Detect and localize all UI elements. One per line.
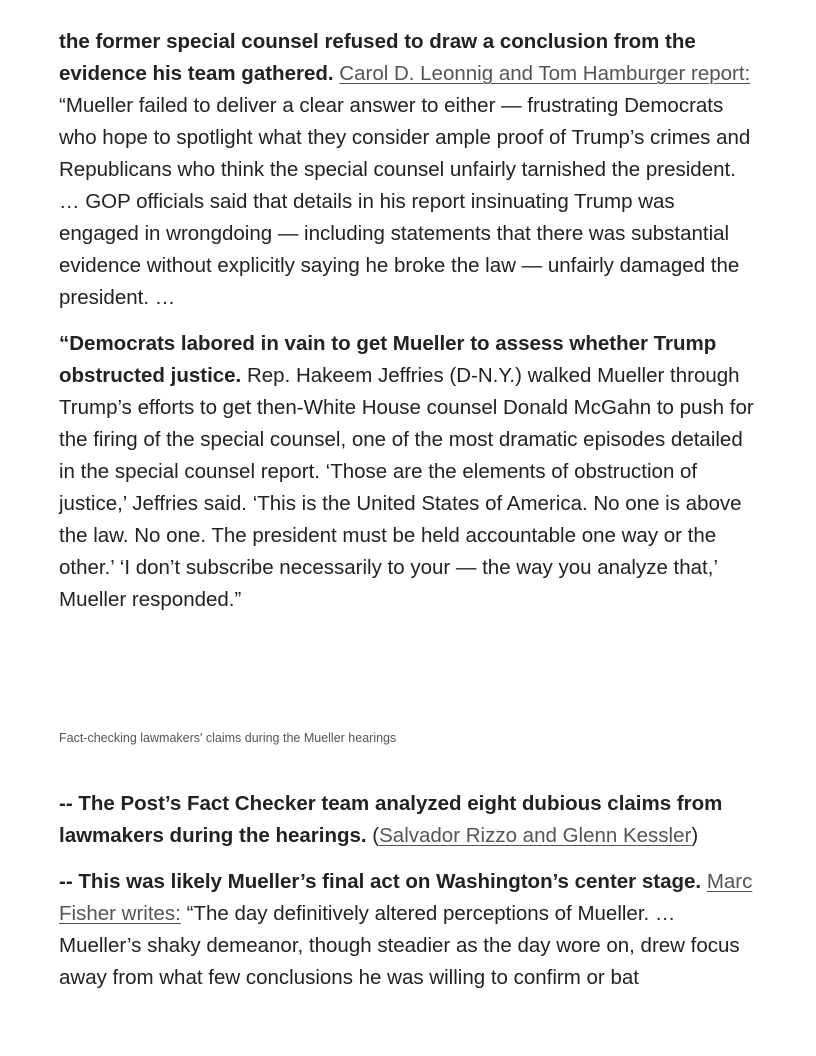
paragraph-fisher: [59, 866, 759, 994]
paragraph-lead-bold: “Democrats labored in vain to get Mueller to assess whether Trump obstructed justice.: [59, 332, 717, 387]
open-paren: (: [372, 824, 380, 847]
close-paren: ): [691, 824, 699, 847]
paragraph-lead-bold: -- The Post’s Fact Checker team analyzed eight dubious claims from lawmakers during the hearings.: [59, 792, 723, 847]
leonnig-hamburger-report-link[interactable]: Carol D. Leonnig and Tom Hamburger report:: [339, 62, 751, 85]
video-caption: Fact-checking lawmakers' claims during the Mueller hearings: [59, 731, 397, 745]
paragraph-text: “Mueller failed to deliver a clear answer to either — frustrating Democrats who hope to spotlight what they consider ample proof of Trump’s crimes and Republicans who think the special counsel unfairly tarnished the president. … GOP officials said that details in his report insinuating Trump was engaged in wrongdoing — including statements that there was substantial evidence without explicitly saying he broke the law — unfairly damaged the president. …: [59, 94, 751, 309]
article-body-continued: [59, 788, 759, 994]
paragraph-lead-bold: the former special counsel refused to draw a conclusion from the evidence his team gathered.: [59, 30, 696, 85]
rizzo-kessler-link[interactable]: Salvador Rizzo and Glenn Kessler: [379, 824, 692, 847]
article-body: [59, 26, 759, 616]
paragraph-lead-bold: -- This was likely Mueller’s final act on Washington’s center stage.: [59, 870, 702, 893]
paragraph-leonnig-hamburger: [59, 26, 759, 314]
marc-fisher-link[interactable]: Marc Fisher writes:: [59, 870, 753, 925]
paragraph-text: “The day definitively altered perceptions of Mueller. … Mueller’s shaky demeanor, though steadier as the day wore on, drew focus away from what few conclusions he was willing to confirm or bat: [59, 902, 740, 989]
paragraph-fact-checker: [59, 788, 759, 852]
paragraph-text: Rep. Hakeem Jeffries (D-N.Y.) walked Mueller through Trump’s efforts to get then-White House counsel Donald McGahn to push for the firing of the special counsel, one of the most dramatic episodes detailed in the special counsel report. ‘Those are the elements of obstruction of justice,’ Jeffries said. ‘This is the United States of America. No one is above the law. No one. The president must be held accountable one way or the other.’ ‘I don’t subscribe necessarily to your — the way you analyze that,’ Mueller responded.”: [59, 364, 754, 611]
paragraph-jeffries: [59, 328, 759, 616]
